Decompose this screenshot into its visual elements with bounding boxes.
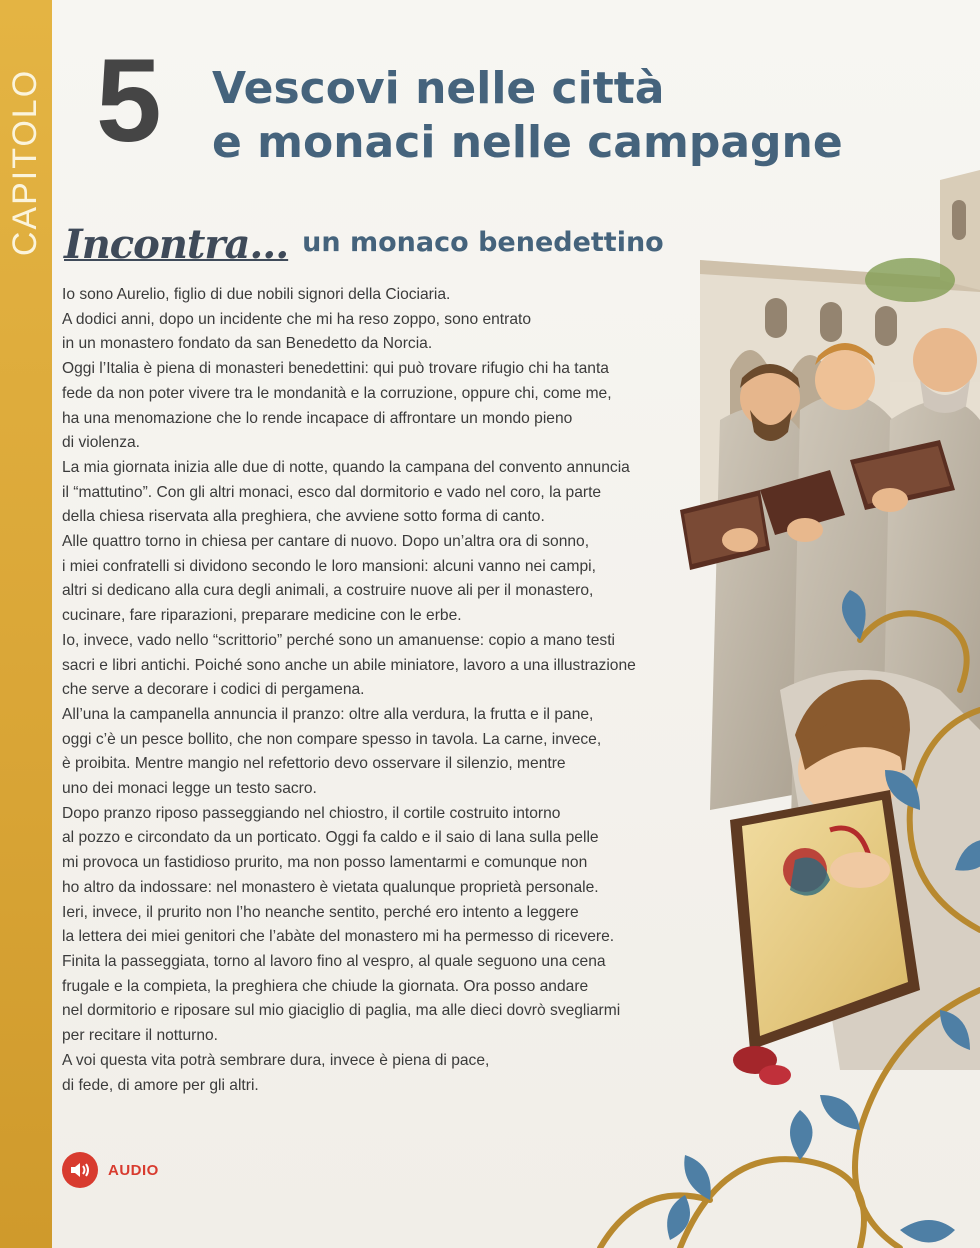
text-line: ho altro da indossare: nel monastero è vietata qualunque proprietà personale. [62, 878, 599, 896]
text-line: A dodici anni, dopo un incidente che mi ha reso zoppo, sono entrato [62, 310, 531, 328]
speaker-icon[interactable] [62, 1152, 98, 1188]
text-line: A voi questa vita potrà sembrare dura, invece è piena di pace, [62, 1051, 490, 1069]
text-line: Ieri, invece, il prurito non l’ho neanche sentito, perché ero intento a leggere [62, 903, 579, 921]
text-line: della chiesa riservata alla preghiera, che avviene sotto forma di canto. [62, 508, 545, 526]
text-line: La mia giornata inizia alle due di notte, quando la campana del convento annuncia [62, 458, 630, 476]
text-line: sacri e libri antichi. Poiché sono anche un abile miniatore, lavoro a una illustrazione [62, 656, 636, 674]
text-line: è proibita. Mentre mangio nel refettorio devo osservare il silenzio, mentre [62, 755, 566, 773]
chapter-side-band [0, 0, 52, 1248]
section-subtitle: un monaco benedettino [302, 227, 664, 258]
side-label-text: CAPITOLO [6, 68, 45, 256]
text-line: mi provoca un fastidioso prurito, ma non posso lamentarmi e comunque non [62, 854, 588, 872]
text-line: Io, invece, vado nello “scrittorio” perché sono un amanuense: copio a mano testi [62, 631, 616, 649]
chapter-title-line-1: Vescovi nelle città [212, 63, 665, 114]
text-line: frugale e la compieta, la preghiera che chiude la giornata. Ora posso andare [62, 977, 589, 995]
text-line: altri si dedicano alla cura degli animali, a costruire nuove ali per il monastero, [62, 582, 594, 600]
text-line: la lettera dei miei genitori che l’abàte del monastero mi ha permesso di ricevere. [62, 928, 615, 946]
text-line: All’una la campanella annuncia il pranzo: oltre alla verdura, la frutta e il pane, [62, 705, 594, 723]
text-line: ha una menomazione che lo rende incapace di affrontare un mondo pieno [62, 409, 573, 427]
audio-button[interactable] [62, 1152, 159, 1188]
text-line: Oggi l’Italia è piena di monasteri benedettini: qui può trovare rifugio chi ha tanta [62, 360, 609, 378]
text-line: di fede, di amore per gli altri. [62, 1076, 259, 1094]
text-line: fede da non poter vivere tra le mondanità e la corruzione, oppure chi, come me, [62, 384, 612, 402]
chapter-side-label [2, 42, 50, 282]
chapter-title-line-2: e monaci nelle campagne [212, 117, 843, 168]
text-line: Io sono Aurelio, figlio di due nobili signori della Ciociaria. [62, 286, 451, 303]
chapter-title [212, 62, 952, 170]
incontra-calligraphy: Incontra... [64, 221, 289, 268]
text-line: per recitare il notturno. [62, 1027, 219, 1045]
text-line: oggi c’è un pesce bollito, che non compare spesso in tavola. La carne, invece, [62, 730, 602, 748]
chapter-number: 5 [96, 35, 162, 167]
text-line: al pozzo e circondato da un porticato. Oggi fa caldo e il saio di lana sulla pelle [62, 829, 599, 847]
text-line: di violenza. [62, 434, 141, 452]
text-line: Alle quattro torno in chiesa per cantare di nuovo. Dopo un’altra ora di sonno, [62, 533, 590, 551]
text-line: Dopo pranzo riposo passeggiando nel chiostro, il cortile costruito intorno [62, 804, 561, 822]
text-line: che serve a decorare i codici di pergamena. [62, 681, 365, 699]
story-text [62, 283, 682, 1098]
audio-label[interactable]: AUDIO [108, 1161, 159, 1179]
text-line: uno dei monaci legge un testo sacro. [62, 780, 317, 798]
text-line: il “mattutino”. Con gli altri monaci, esco dal dormitorio e vado nel coro, la parte [62, 483, 602, 501]
text-line: i miei confratelli si dividono secondo le loro mansioni: alcuni vanno nei campi, [62, 557, 596, 575]
text-line: in un monastero fondato da san Benedetto da Norcia. [62, 335, 433, 353]
text-line: cucinare, fare riparazioni, preparare medicine con le erbe. [62, 607, 462, 625]
text-line: nel dormitorio e riposare sul mio giaciglio di paglia, ma alle dieci dovrò svegliarmi [62, 1002, 621, 1020]
text-line: Finita la passeggiata, torno al lavoro fino al vespro, al quale seguono una cena [62, 952, 606, 970]
